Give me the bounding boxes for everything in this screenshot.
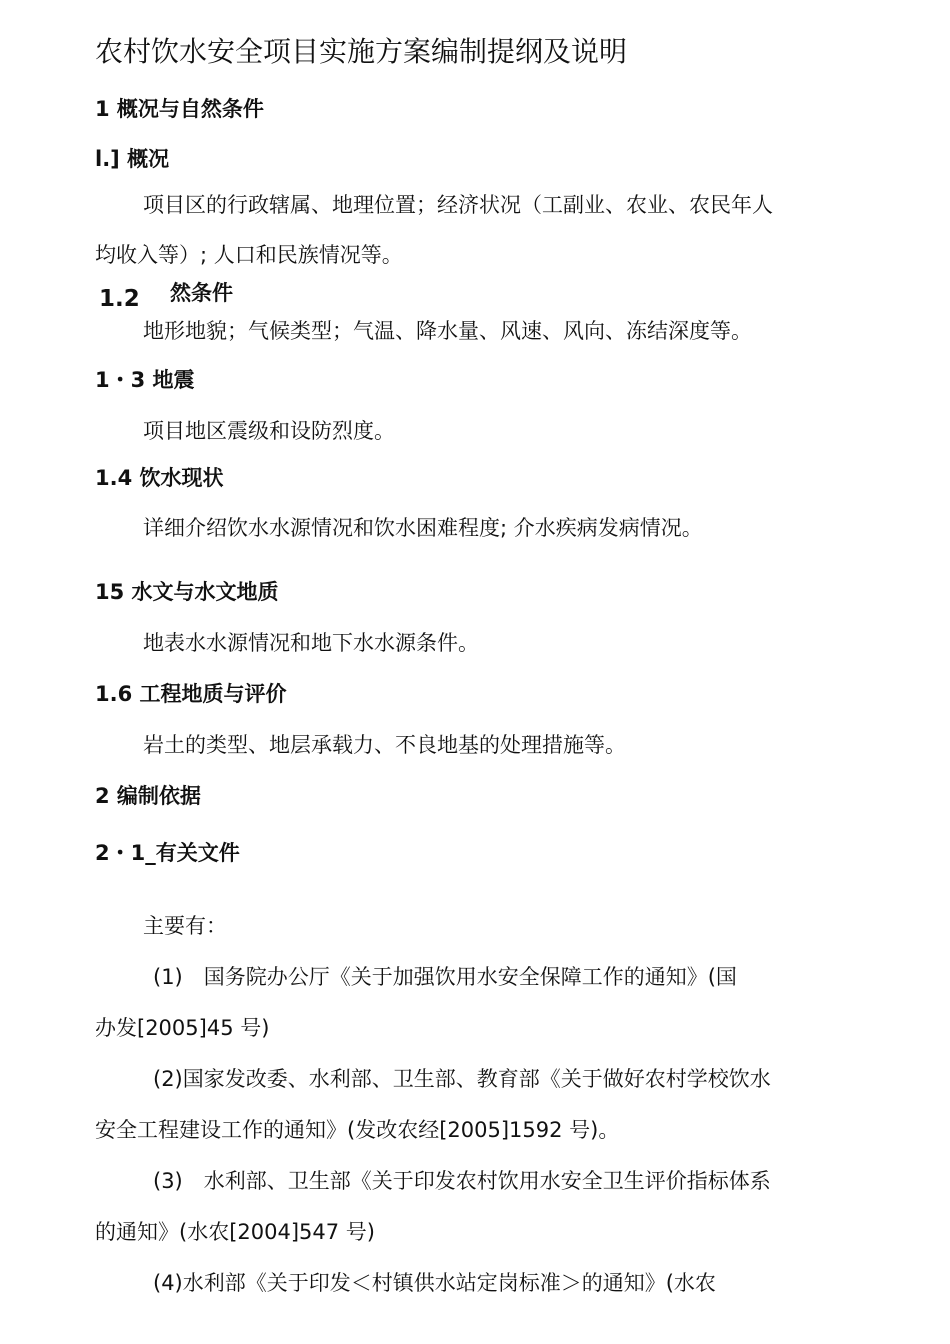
section-1-4-text: 详细介绍饮水水源情况和饮水困难程度; 介水疾病发病情况。	[143, 516, 703, 540]
document-title: 农村饮水安全项目实施方案编制提纲及说明	[95, 35, 628, 68]
list-item-4-line1: (4)水利部《关于印发＜村镇供水站定岗标准＞的通知》(水农	[153, 1271, 716, 1295]
section-1-3-heading: 1・3 地震	[95, 368, 195, 392]
section-1-2-heading: 然条件	[170, 281, 233, 305]
list-item-2-line2: 安全工程建设工作的通知》(发改农经[2005]1592 号)。	[95, 1118, 620, 1142]
section-1-1-text-line1: 项目区的行政辖属、地理位置；经济状况（工副业、农业、农民年人	[143, 193, 773, 217]
section-1-5-text: 地表水水源情况和地下水水源条件。	[143, 631, 479, 655]
section-1-4-heading: 1.4 饮水现状	[95, 466, 224, 490]
section-1-1-text-line2: 均收入等）; 人口和民族情况等。	[95, 243, 403, 267]
section-2-1-intro: 主要有：	[143, 914, 227, 938]
section-1-6-heading: 1.6 工程地质与评价	[95, 682, 287, 706]
list-item-1-line2: 办发[2005]45 号)	[95, 1016, 270, 1040]
section-1-5-heading: 15 水文与水文地质	[95, 580, 279, 604]
section-2-1-heading: 2・1_有关文件	[95, 841, 240, 865]
section-1-heading: 1 概况与自然条件	[95, 97, 264, 121]
section-1-1-heading: l.] 概况	[95, 147, 170, 171]
list-item-3-line1: (3) 水利部、卫生部《关于印发农村饮用水安全卫生评价指标体系	[153, 1169, 771, 1193]
list-item-3-line2: 的通知》(水农[2004]547 号)	[95, 1220, 375, 1244]
list-item-2-line1: (2)国家发改委、水利部、卫生部、教育部《关于做好农村学校饮水	[153, 1067, 771, 1091]
section-1-2-text: 地形地貌；气候类型；气温、降水量、风速、风向、冻结深度等。	[143, 319, 752, 343]
section-2-heading: 2 编制依据	[95, 784, 201, 808]
list-item-1-line1: (1) 国务院办公厅《关于加强饮用水安全保障工作的通知》(国	[153, 965, 737, 989]
section-1-6-text: 岩土的类型、地层承载力、不良地基的处理措施等。	[143, 733, 626, 757]
section-1-2-number: 1.2	[99, 286, 140, 312]
section-1-3-text: 项目地区震级和设防烈度。	[143, 419, 395, 443]
